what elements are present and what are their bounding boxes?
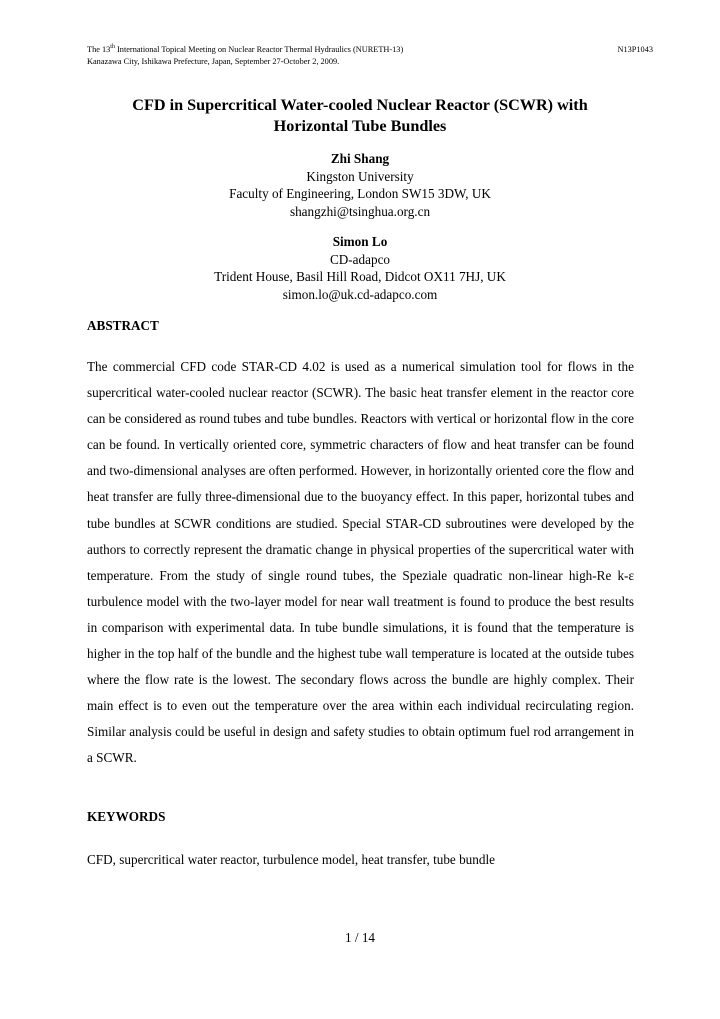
keywords-heading: KEYWORDS [87, 809, 166, 824]
title-line-2: Horizontal Tube Bundles [273, 117, 447, 135]
author-name: Simon Lo [332, 234, 388, 249]
title-line-1: CFD in Supercritical Water-cooled Nuclear Reactor (SCWR) with [132, 96, 588, 114]
author-block-2 [87, 233, 633, 303]
author-name: Zhi Shang [330, 151, 390, 166]
running-header [87, 44, 653, 55]
paper-title [87, 95, 633, 137]
keywords-text: CFD, supercritical water reactor, turbulence model, heat transfer, tube bundle [87, 852, 495, 867]
author-email[interactable]: shangzhi@tsinghua.org.cn [289, 203, 431, 219]
author-block-1 [87, 150, 633, 220]
author-email[interactable]: simon.lo@uk.cd-adapco.com [282, 286, 438, 302]
paper-id: N13P1043 [617, 45, 653, 54]
author-affiliation: Kingston University [306, 168, 414, 184]
conference-location: Kanazawa City, Ishikawa Prefecture, Japan, September 27-October 2, 2009. [87, 57, 340, 66]
author-address: Faculty of Engineering, London SW15 3DW, UK [229, 186, 491, 201]
abstract-heading: ABSTRACT [87, 318, 159, 333]
page-number: 1 / 14 [344, 930, 376, 945]
abstract-text: The commercial CFD code STAR-CD 4.02 is used as a numerical simulation tool for flows in the supercritical water-cooled nuclear reactor (SCWR). The basic heat transfer element in the reactor core can be considered as round tubes and tube bundles. Reactors with vertical or horizontal flow in the core can be found. In vertically oriented core, symmetric characters of flow and heat transfer can be found and two-dimensional analyses are often performed. However, in horizontally oriented core the flow and heat transfer are fully three-dimensional due to the buoyancy effect. In this paper, horizontal tubes and tube bundles at SCWR conditions are studied. Special STAR-CD subroutines were developed by the authors to correctly represent the dramatic change in physical properties of the supercritical water with temperature. From the study of single round tubes, the Speziale quadratic non-linear high-Re k-ε turbulence model with the two-layer model for near wall treatment is found to produce the best results in comparison with experimental data. In tube bundle simulations, it is found that the temperature is higher in the top half of the bundle and the highest tube wall temperature is located at the outside tubes where the flow rate is the lowest. The secondary flows across the bundle are highly complex. Their main effect is to even out the temperature over the area within each individual recirculating region. Similar analysis could be useful in design and safety studies to obtain optimum fuel rod arrangement in a SCWR. [87, 359, 634, 766]
conference-name: The 13th International Topical Meeting on Nuclear Reactor Thermal Hydraulics (NURETH-13) [87, 44, 404, 54]
author-affiliation: CD-adapco [329, 251, 391, 267]
author-address: Trident House, Basil Hill Road, Didcot OX11 7HJ, UK [214, 269, 506, 284]
